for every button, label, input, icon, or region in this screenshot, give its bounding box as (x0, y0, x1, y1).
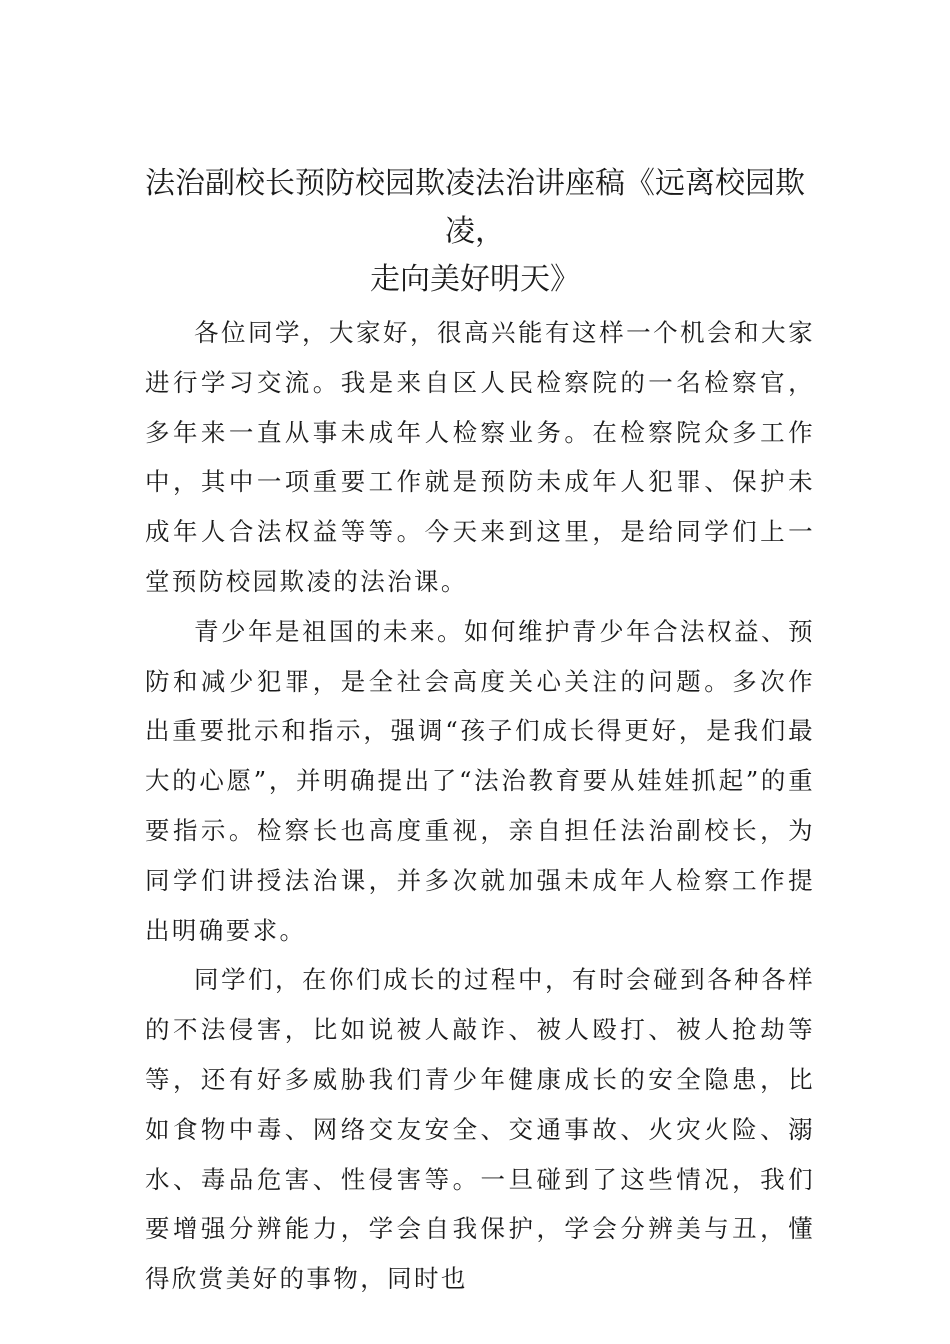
title-line-1: 法治副校长预防校园欺凌法治讲座稿《远离校园欺凌， (145, 166, 805, 249)
paragraph: 青少年是祖国的未来。如何维护青少年合法权益、预防和减少犯罪，是全社会高度关心关注的问题。多次作出重要批示和指示，强调“孩子们成长得更好，是我们最大的心愿”，并明确提出了“法治教育要从娃娃抓起”的重要指示。检察长也高度重视，亲自担任法治副校长，为同学们讲授法治课，并多次就加强未成年人检察工作提出明确要求。 (145, 616, 815, 945)
paragraph: 各位同学，大家好，很高兴能有这样一个机会和大家进行学习交流。我是来自区人民检察院的一名检察官，多年来一直从事未成年人检察业务。在检察院众多工作中，其中一项重要工作就是预防未成年人犯罪、保护未成年人合法权益等等。今天来到这里，是给同学们上一堂预防校园欺凌的法治课。 (145, 318, 815, 596)
paragraph: 同学们，在你们成长的过程中，有时会碰到各种各样的不法侵害，比如说被人敲诈、被人殴打、被人抢劫等等，还有好多威胁我们青少年健康成长的安全隐患，比如食物中毒、网络交友安全、交通事故、火灾火险、溺水、毒品危害、性侵害等。一旦碰到了这些情况，我们要增强分辨能力，学会自我保护，学会分辨美与丑，懂得欣赏美好的事物，同时也 (145, 965, 815, 1294)
title-line-2: 走向美好明天》 (370, 262, 580, 297)
document-body (145, 308, 815, 1304)
document-title (120, 160, 830, 304)
